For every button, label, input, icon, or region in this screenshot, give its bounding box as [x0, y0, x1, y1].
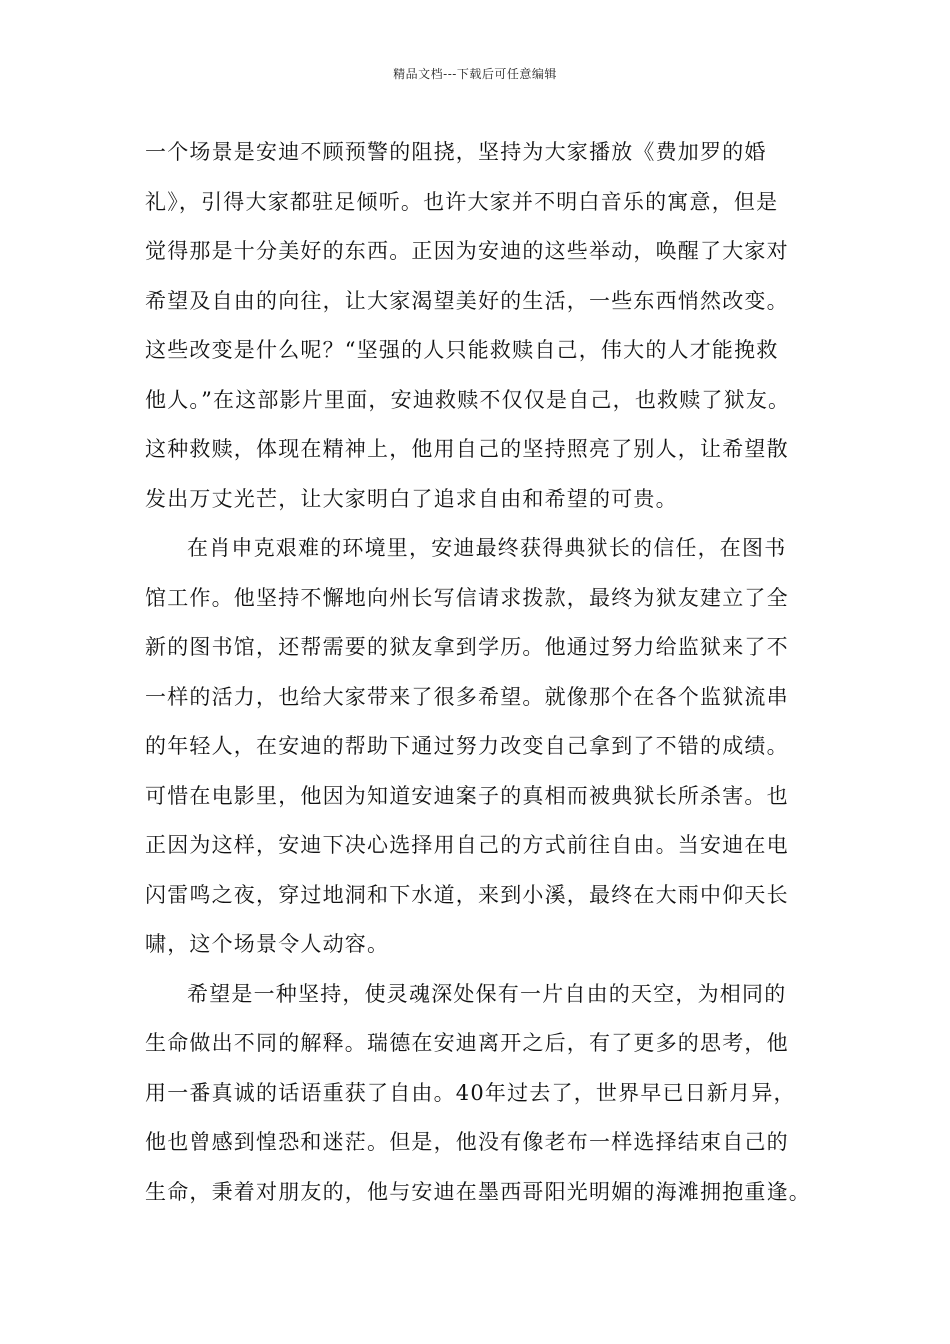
- text-line: 觉得那是十分美好的东西。正因为安迪的这些举动，唤醒了大家对: [145, 239, 789, 263]
- text-line: 的年轻人，在安迪的帮助下通过努力改变自己拿到了不错的成绩。: [145, 734, 789, 758]
- text-line: 可惜在电影里，他因为知道安迪案子的真相而被典狱长所杀害。也: [145, 783, 789, 808]
- text-line: 一个场景是安迪不顾预警的阻挠，坚持为大家播放《费加罗的婚: [145, 140, 767, 164]
- text-line: 这些改变是什么呢？“坚强的人只能救赎自己，伟大的人才能挽救: [145, 338, 779, 362]
- text-line: 礼》，引得大家都驻足倾听。也许大家并不明白音乐的寓意，但是: [145, 189, 779, 214]
- text-line: 正因为这样，安迪下决心选择用自己的方式前往自由。当安迪在电: [145, 833, 789, 857]
- text-line: 发出万丈光芒，让大家明白了追求自由和希望的可贵。: [145, 486, 678, 511]
- document-body: [145, 128, 825, 1217]
- text-line: 生命，秉着对朋友的，他与安迪在墨西哥阳光明媚的海滩拥抱重逢。: [145, 1179, 811, 1204]
- text-line: 他也曾感到惶恐和迷茫。但是，他没有像老布一样选择结束自己的: [145, 1130, 789, 1154]
- paragraph-first-line: 希望是一种坚持，使灵魂深处保有一片自由的天空，为相同的: [187, 981, 787, 1006]
- text-line: 希望及自由的向往，让大家渴望美好的生活，一些东西悄然改变。: [145, 288, 789, 313]
- text-line: 新的图书馆，还帮需要的狱友拿到学历。他通过努力给监狱来了不: [145, 635, 789, 659]
- text-line: 啸，这个场景令人动容。: [145, 932, 390, 956]
- text-line: 一样的活力，也给大家带来了很多希望。就像那个在各个监狱流串: [145, 684, 789, 709]
- text-line: 生命做出不同的解释。瑞德在安迪离开之后，有了更多的思考，他: [145, 1031, 789, 1055]
- text-line: 闪雷鸣之夜，穿过地洞和下水道，来到小溪，最终在大雨中仰天长: [145, 882, 789, 907]
- text-line: 他人。”在这部影片里面，安迪救赎不仅仅是自己，也救赎了狱友。: [145, 387, 791, 412]
- text-line: 用一番真诚的话语重获了自由。40年过去了，世界早已日新月异，: [145, 1080, 796, 1105]
- text-line: 馆工作。他坚持不懈地向州长写信请求拨款，最终为狱友建立了全: [145, 585, 789, 610]
- paragraph-first-line: 在肖申克艰难的环境里，安迪最终获得典狱长的信任，在图书: [187, 536, 787, 560]
- text-line: 这种救赎，体现在精神上，他用自己的坚持照亮了别人，让希望散: [145, 437, 789, 461]
- page-header: 精品文档---下载后可任意编辑: [393, 67, 557, 81]
